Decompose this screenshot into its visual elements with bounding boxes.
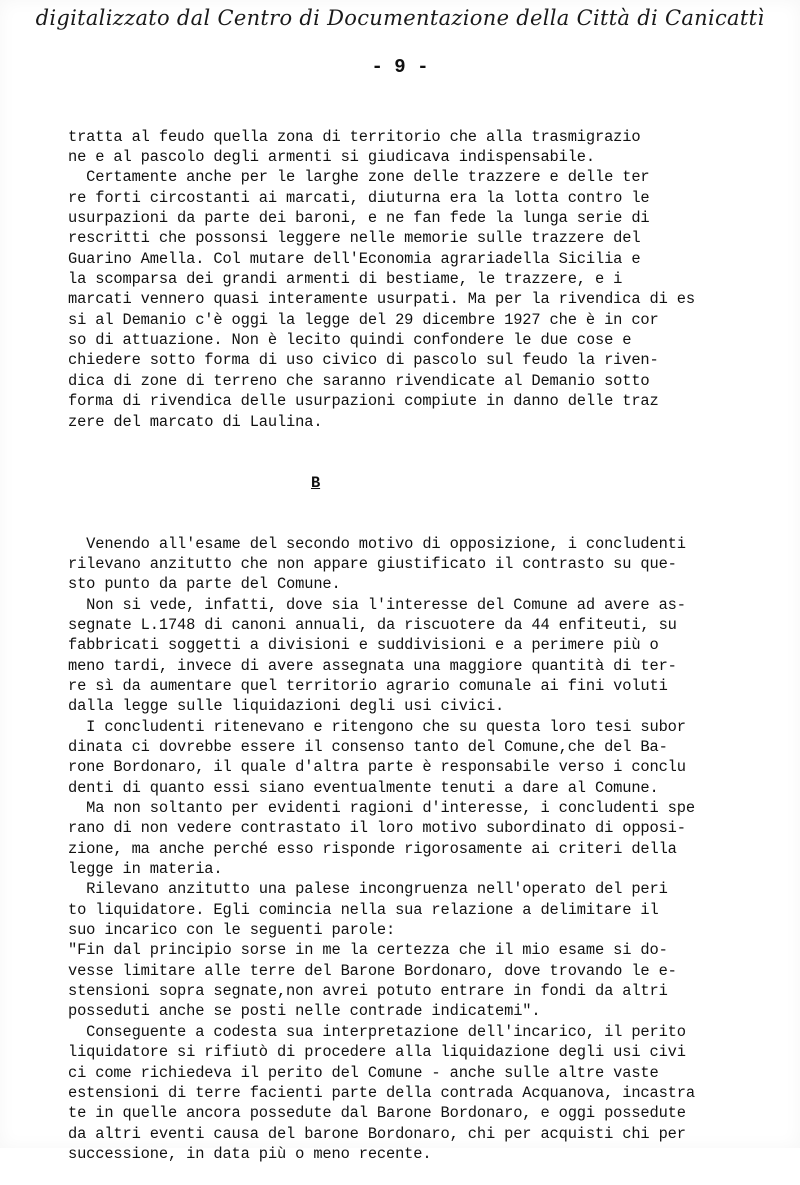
text-line: re forti circostanti ai marcati, diuturna era la lotta contro le: [68, 188, 650, 207]
text-line: meno tardi, invece di avere assegnata una maggiore quantità di ter-: [68, 656, 677, 675]
text-line: Certamente anche per le larghe zone delle trazzere e delle ter: [68, 168, 650, 187]
text-line: re sì da aumentare quel territorio agrario comunale ai fini voluti: [68, 676, 668, 695]
text-line: vesse limitare alle terre del Barone Bordonaro, dove trovando le e-: [68, 961, 677, 980]
text-line: I concludenti ritenevano e ritengono che su questa loro tesi subor: [68, 717, 686, 736]
text-line: denti di quanto essi siano eventualmente tenuti a dare al Comune.: [68, 778, 659, 797]
text-line: Rilevano anzitutto una palese incongruenza nell'operato del peri: [68, 880, 668, 899]
text-line: te in quelle ancora possedute dal Barone Bordonaro, e oggi possedute: [68, 1104, 686, 1123]
text-line: rone Bordonaro, il quale d'altra parte è responsabile verso i conclu: [68, 758, 686, 777]
text-line: suo incarico con le seguenti parole:: [68, 921, 396, 940]
text-line: successione, in data più o meno recente.: [68, 1144, 432, 1163]
text-line: tratta al feudo quella zona di territorio che alla trasmigrazio: [68, 127, 641, 146]
text-line: forma di rivendica delle usurpazioni compiute in danno delle traz: [68, 392, 659, 411]
text-line: zere del marcato di Laulina.: [68, 412, 323, 431]
text-line: ne e al pascolo degli armenti si giudicava indispensabile.: [68, 148, 595, 167]
text-line: chiedere sotto forma di uso civico di pascolo sul feudo la riven-: [68, 351, 659, 370]
text-line: rano di non vedere contrastato il loro motivo subordinato di opposi-: [68, 819, 686, 838]
text-line: fabbricati soggetti a divisioni e suddivisioni e a perimere più o: [68, 636, 659, 655]
text-line: estensioni di terre facienti parte della contrada Acquanova, incastra: [68, 1083, 695, 1102]
body-block-b: [68, 534, 758, 1165]
text-line: "Fin dal principio sorse in me la certezza che il mio esame si do-: [68, 941, 668, 960]
text-line: dinata ci dovrebbe essere il consenso tanto del Comune,che del Ba-: [68, 738, 668, 756]
text-line: Conseguente a codesta sua interpretazione dell'incarico, il perito: [68, 1022, 686, 1041]
text-line: dica di zone di terreno che saranno rivendicate al Demanio sotto: [68, 371, 650, 390]
text-line: Ma non soltanto per evidenti ragioni d'interesse, i concludenti spe: [68, 799, 695, 818]
text-line: sto punto da parte del Comune.: [68, 575, 341, 594]
text-line: dalla legge sulle liquidazioni degli usi civici.: [68, 697, 505, 716]
text-line: legge in materia.: [68, 860, 223, 879]
text-line: zione, ma anche perché esso risponde rigorosamente ai criteri della: [68, 839, 677, 858]
text-line: so di attuazione. Non è lecito quindi confondere le due cose e: [68, 331, 632, 350]
text-line: marcati vennero quasi interamente usurpati. Ma per la rivendica di es: [68, 290, 695, 309]
text-line: Venendo all'esame del secondo motivo di opposizione, i concludenti: [68, 534, 686, 553]
document-body: [68, 86, 758, 1185]
text-line: liquidatore si rifiutò di procedere alla liquidazione degli usi civi: [68, 1043, 686, 1062]
text-line: posseduti anche se posti nelle contrade indicatemi".: [68, 1002, 541, 1021]
page-number: - 9 -: [371, 56, 429, 78]
text-line: segnate L.1748 di canoni annuali, da riscuotere da 44 enfiteuti, su: [68, 615, 677, 634]
text-line: usurpazioni da parte dei baroni, e ne fan fede la lunga serie di: [68, 209, 650, 228]
digitization-header: digitalizzato dal Centro di Documentazione della Città di Canicattì: [35, 6, 765, 30]
text-line: ci come richiedeva il perito del Comune - anche sulle altre vaste: [68, 1063, 659, 1082]
section-marker: B: [311, 473, 321, 492]
text-line: da altri eventi causa del barone Bordonaro, chi per acquisti chi per: [68, 1124, 686, 1143]
text-line: rescritti che possonsi leggere nelle memorie sulle trazzere del: [68, 229, 641, 248]
text-line: Non si vede, infatti, dove sia l'interesse del Comune ad avere as-: [68, 595, 686, 614]
text-line: to liquidatore. Egli comincia nella sua relazione a delimitare il: [68, 900, 659, 919]
text-line: rilevano anzitutto che non appare giustificato il contrasto su que-: [68, 554, 677, 573]
text-line: si al Demanio c'è oggi la legge del 29 dicembre 1927 che è in cor: [68, 310, 659, 329]
body-block-a: [68, 127, 758, 432]
text-line: Guarino Amella. Col mutare dell'Economia agrariadella Sicilia e: [68, 249, 641, 268]
text-line: stensioni sopra segnate,non avrei potuto entrare in fondi da altri: [68, 982, 668, 1001]
text-line: la scomparsa dei grandi armenti di bestiame, le trazzere, e i: [68, 270, 623, 289]
